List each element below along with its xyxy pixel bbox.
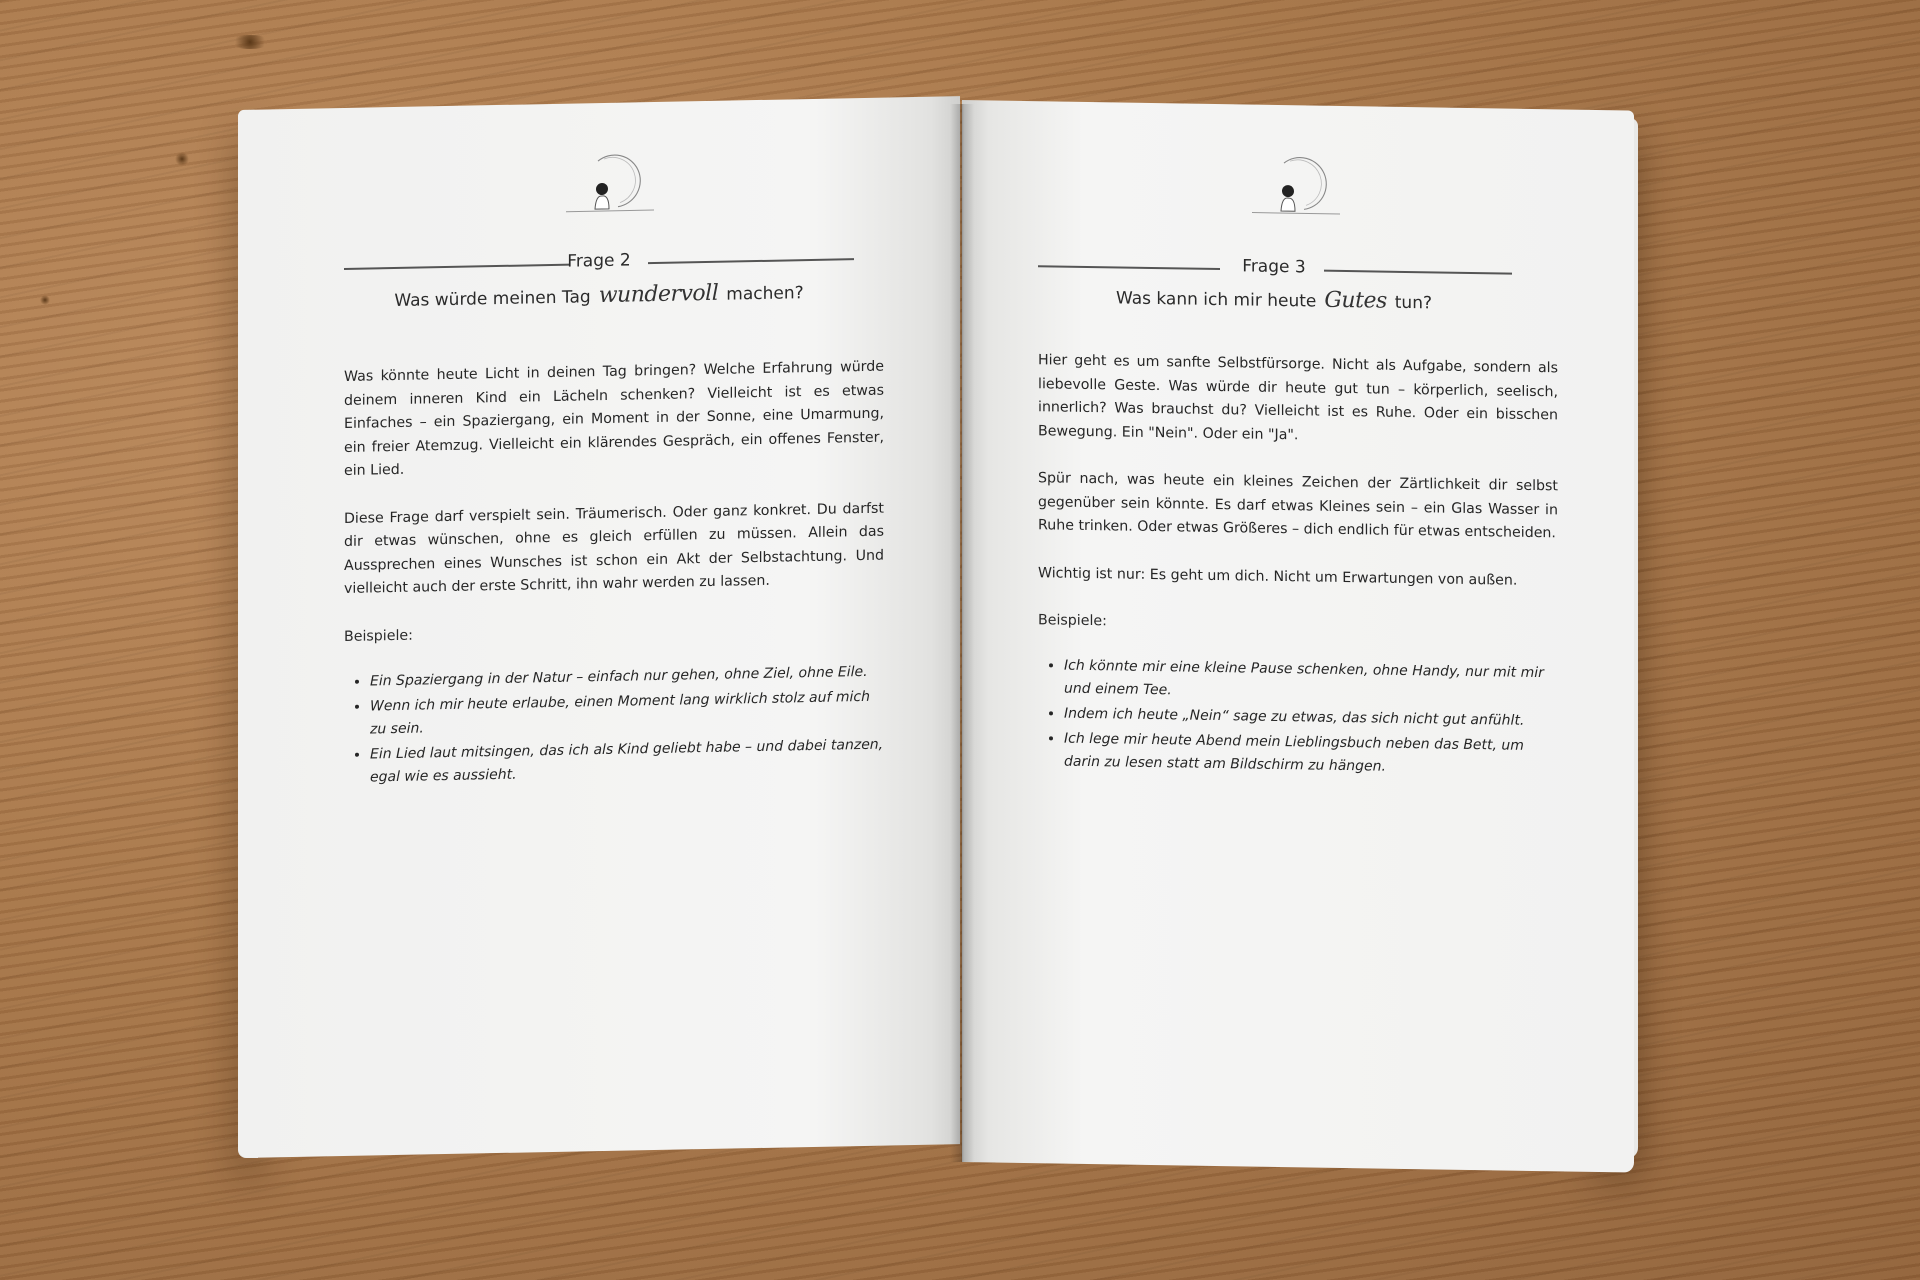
example-item: • Ich könnte mir eine kleine Pause schenken, ohne Handy, nur mit mir und einem Tee. — [1064, 655, 1558, 709]
example-item: • Ein Spaziergang in der Natur – einfach nur gehen, ohne Ziel, ohne Eile. — [370, 660, 884, 693]
body-paragraph: Spür nach, was heute ein kleines Zeichen der Zärtlichkeit dir selbst gegenüber sein könnte. Es darf etwas Kleines sein – ein Glas Wasser in Ruhe trinken. Oder etwas Größeres – dich endlich für etwas entscheiden. — [1038, 470, 1558, 542]
headline-text: machen? — [726, 283, 804, 305]
examples-label: Beispiele: — [344, 627, 413, 645]
headline-script-word: Gutes — [1324, 287, 1387, 314]
question-headline — [238, 276, 960, 315]
examples-label: Beispiele: — [1038, 612, 1107, 630]
question-header — [962, 252, 1634, 287]
child-moon-illustration-icon — [558, 140, 658, 222]
body-paragraph: Wichtig ist nur: Es geht um dich. Nicht um Erwartungen von außen. — [1038, 564, 1518, 589]
book-spine-shadow — [950, 104, 974, 1162]
examples-list — [344, 660, 884, 789]
body-paragraph: Was könnte heute Licht in deinen Tag bringen? Welche Erfahrung würde deinem inneren Kind ein Lächeln schenken? Vielleicht ist es etwas Einfaches – ein Spaziergang, ein Moment in der Sonne, eine Umarmung, ein freier Atemzug. Vielleicht ein klärendes Gespräch, ein offenes Fenster, ein Lied. — [344, 358, 884, 479]
question-label: Frage 2 — [567, 250, 631, 272]
headline-script-word: wundervoll — [598, 280, 719, 309]
page-body — [1038, 349, 1558, 783]
body-paragraph: Diese Frage darf verspielt sein. Träumerisch. Oder ganz konkret. Du darfst dir etwas wünschen, ohne es gleich erfüllen zu müssen. Allein das Aussprechen eines Wunsches ist schon ein Akt der Selbstachtung. Und vielleicht auch der erste Schritt, ihn wahr werden zu lassen. — [344, 500, 884, 597]
example-item: • Wenn ich mir heute erlaube, einen Moment lang wirklich stolz auf mich zu sein. — [370, 685, 884, 741]
question-header — [238, 244, 960, 282]
left-page — [238, 96, 960, 1158]
headline-text: Was würde meinen Tag — [394, 287, 591, 311]
example-item: • Ein Lied laut mitsingen, das ich als Kind geliebt habe – und dabei tanzen, egal wie es aussieht. — [370, 733, 884, 789]
headline-text: Was kann ich mir heute — [1115, 288, 1317, 312]
child-moon-illustration-icon — [1244, 142, 1344, 224]
question-headline — [962, 282, 1610, 318]
examples-list — [1038, 654, 1558, 781]
example-item: • Ich lege mir heute Abend mein Lieblingsbuch neben das Bett, um darin zu lesen statt am Bildschirm zu hängen. — [1064, 728, 1558, 782]
headline-text: tun? — [1394, 292, 1433, 314]
example-item: • Indem ich heute „Nein“ sage zu etwas, das sich nicht gut anfühlt. — [1064, 703, 1558, 734]
right-page — [962, 100, 1634, 1173]
body-paragraph: Hier geht es um sanfte Selbstfürsorge. Nicht als Aufgabe, sondern als liebevolle Geste. Was würde dir heute gut tun – körperlich, seelisch, innerlich? Was brauchst du? Vielleicht ist es Ruhe. Oder ein bisschen Bewegung. Ein "Nein". Oder ein "Ja". — [1038, 352, 1558, 443]
question-label: Frage 3 — [1242, 256, 1306, 278]
page-body — [344, 356, 884, 792]
